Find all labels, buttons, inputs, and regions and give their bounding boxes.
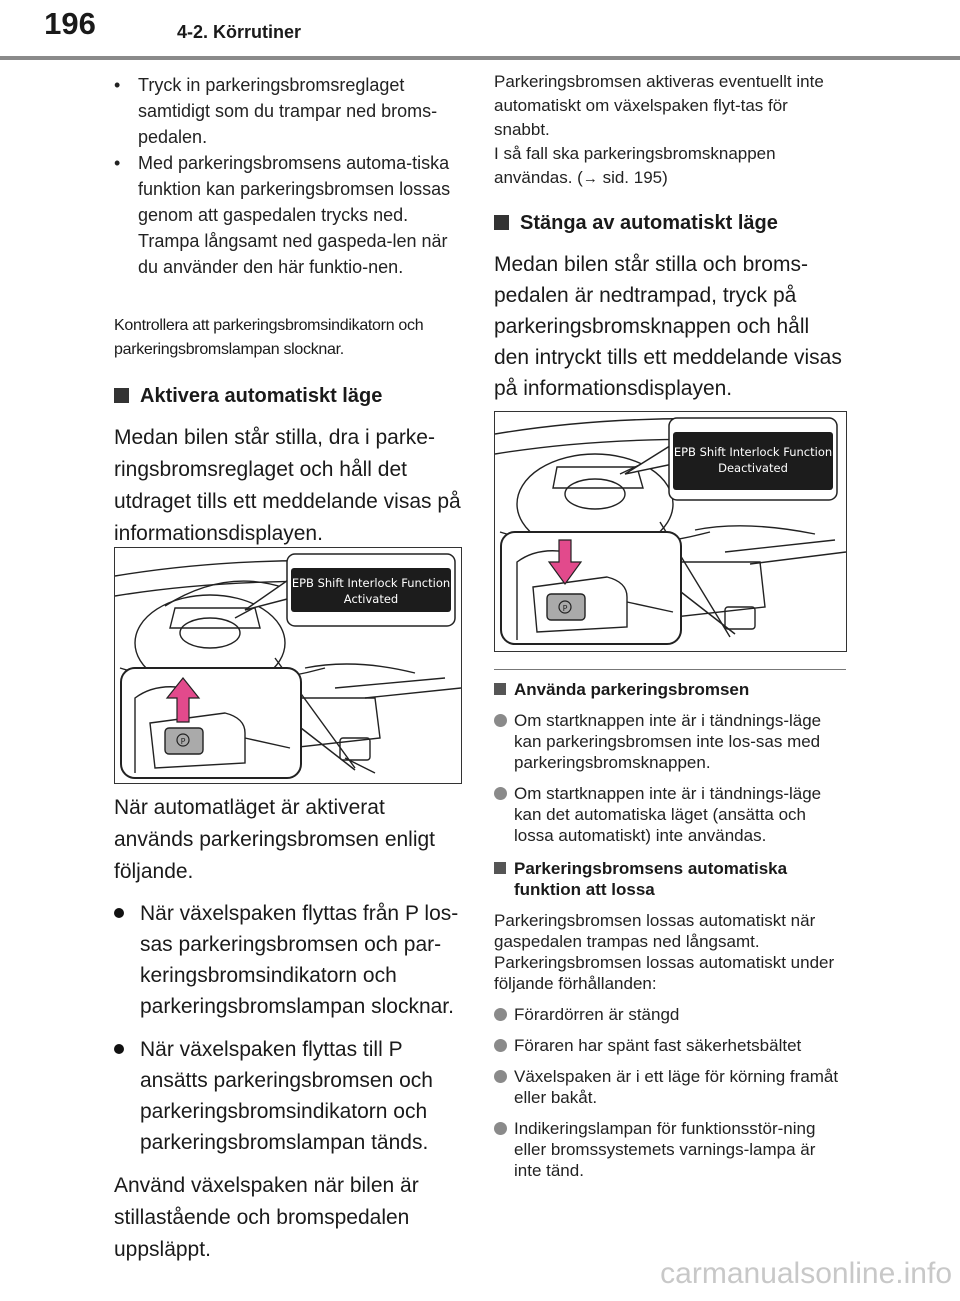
note-text: Förardörren är stängd <box>514 1005 680 1024</box>
dashboard-illustration <box>115 548 461 783</box>
left-column-lower <box>114 792 464 1266</box>
note-item <box>494 1004 846 1025</box>
section-divider <box>494 669 846 670</box>
sub-heading <box>494 679 846 700</box>
watermark: carmanualsonline.info <box>660 1257 952 1290</box>
round-bullet-icon <box>494 1070 507 1083</box>
square-bullet-icon <box>494 215 509 230</box>
bullet-text: Tryck in parkeringsbromsreglaget samtidigt som du trampar ned broms-pedalen. <box>138 75 438 147</box>
note-text: Om startknappen inte är i tändnings-läge kan det automatiska läget (ansätta och lossa automatiskt) inte användas. <box>514 784 822 845</box>
round-bullet-icon <box>114 1044 124 1054</box>
round-bullet-icon <box>494 1122 507 1135</box>
right-column <box>494 70 846 404</box>
bullet-item <box>114 150 464 306</box>
note-item <box>494 1035 846 1056</box>
note-text: Indikeringslampan för funktionsstör-ning eller bromssystemets varnings-lampa är inte tänd. <box>514 1119 816 1180</box>
heading-activate-text: Aktivera automatiskt läge <box>140 385 383 407</box>
figure-deactivate <box>494 411 847 652</box>
square-bullet-icon <box>494 683 506 695</box>
bullet-marker: • <box>114 75 121 95</box>
check-note: Kontrollera att parkeringsbromsindikatorn och parkeringsbromslampan slocknar. <box>114 317 424 358</box>
sub-heading-text: Använda parkeringsbromsen <box>514 680 750 699</box>
bullet-item <box>114 72 464 150</box>
figure1-message-line1: EPB Shift Interlock Function <box>291 576 451 590</box>
round-bullet-icon <box>494 1008 507 1021</box>
svg-text:P: P <box>180 737 186 746</box>
dot-item-text: När växelspaken flyttas från P los-sas parkeringsbromsen och par-keringsbromsindikatorn och parkeringsbromslampan slocknar. <box>140 902 459 1018</box>
figure2-message-line1: EPB Shift Interlock Function <box>673 445 833 459</box>
heading-deactivate <box>494 209 846 237</box>
header-rule <box>0 56 960 60</box>
note-item <box>494 1066 846 1108</box>
intro-reference <box>494 142 846 191</box>
note-text: Föraren har spänt fast säkerhetsbältet <box>514 1036 802 1055</box>
round-bullet-icon <box>114 908 124 918</box>
sub-heading <box>494 858 846 900</box>
figure1-message-line2: Activated <box>343 592 399 606</box>
note-item <box>494 1118 846 1181</box>
sub-paragraph: Parkeringsbromsen lossas automatiskt när gaspedalen trampas ned långsamt. Parkeringsbromsen lossas automatiskt under följande förhållanden: <box>494 911 835 993</box>
note-item <box>494 783 846 846</box>
heading-deactivate-text: Stänga av automatiskt läge <box>520 212 778 234</box>
deactivate-instructions: Medan bilen står stilla och broms-pedalen är nedtrampad, tryck på parkeringsbromsknappen och håll den intryckt tills ett meddelande visas på informationsdisplayen. <box>494 253 842 400</box>
round-bullet-icon <box>494 1039 507 1052</box>
dot-item-text: När växelspaken flyttas till P ansätts parkeringsbromsen och parkeringsbromsindikatorn och parkeringsbromslampan tänds. <box>140 1038 433 1154</box>
intro-text: Parkeringsbromsen aktiveras eventuellt inte automatiskt om växelspaken flyt-tas för snabbt. <box>494 72 824 139</box>
bullet-marker: • <box>114 153 121 173</box>
round-bullet-icon <box>494 787 507 800</box>
reference-arrow-icon: → <box>582 170 598 187</box>
note-text: Växelspaken är i ett läge för körning framåt eller bakåt. <box>514 1067 839 1107</box>
use-gearshift-text: Använd växelspaken när bilen är stillastående och bromspedalen uppsläppt. <box>114 1174 419 1261</box>
page-number: 196 <box>44 6 96 41</box>
sub-heading-text: Parkeringsbromsens automatiska funktion att lossa <box>514 859 788 899</box>
dot-item <box>114 898 464 1022</box>
round-bullet-icon <box>494 714 507 727</box>
note-text: Om startknappen inte är i tändnings-läge kan parkeringsbromsen inte los-sas med parkeringsbromsknappen. <box>514 711 822 772</box>
note-item <box>494 710 846 773</box>
heading-activate <box>114 382 464 410</box>
section-title: 4-2. Körrutiner <box>177 22 302 42</box>
bullet-text: Med parkeringsbromsens automa-tiska funktion kan parkeringsbromsen lossas genom att gaspedalen trycks ned. Trampa långsamt ned gaspeda-len när du använder den här funktio-nen. <box>138 153 451 277</box>
activate-instructions: Medan bilen står stilla, dra i parke-ringsbromsreglaget och håll det utdraget tills ett meddelande visas på informationsdisplayen. <box>114 426 461 545</box>
intro-reference-page: sid. 195) <box>597 168 668 187</box>
square-bullet-icon <box>494 862 506 874</box>
intro-reference-text: I så fall ska parkeringsbromsknappen användas. ( <box>494 144 776 187</box>
dashboard-illustration <box>495 412 846 651</box>
figure-activate <box>114 547 462 784</box>
left-column <box>114 72 464 550</box>
square-bullet-icon <box>114 388 129 403</box>
svg-text:P: P <box>562 604 568 613</box>
right-column-notes <box>494 679 846 1181</box>
when-active-text: När automatläget är aktiverat används parkeringsbromsen enligt följande. <box>114 796 436 883</box>
dot-item <box>114 1034 464 1158</box>
figure2-message-line2: Deactivated <box>718 461 788 475</box>
